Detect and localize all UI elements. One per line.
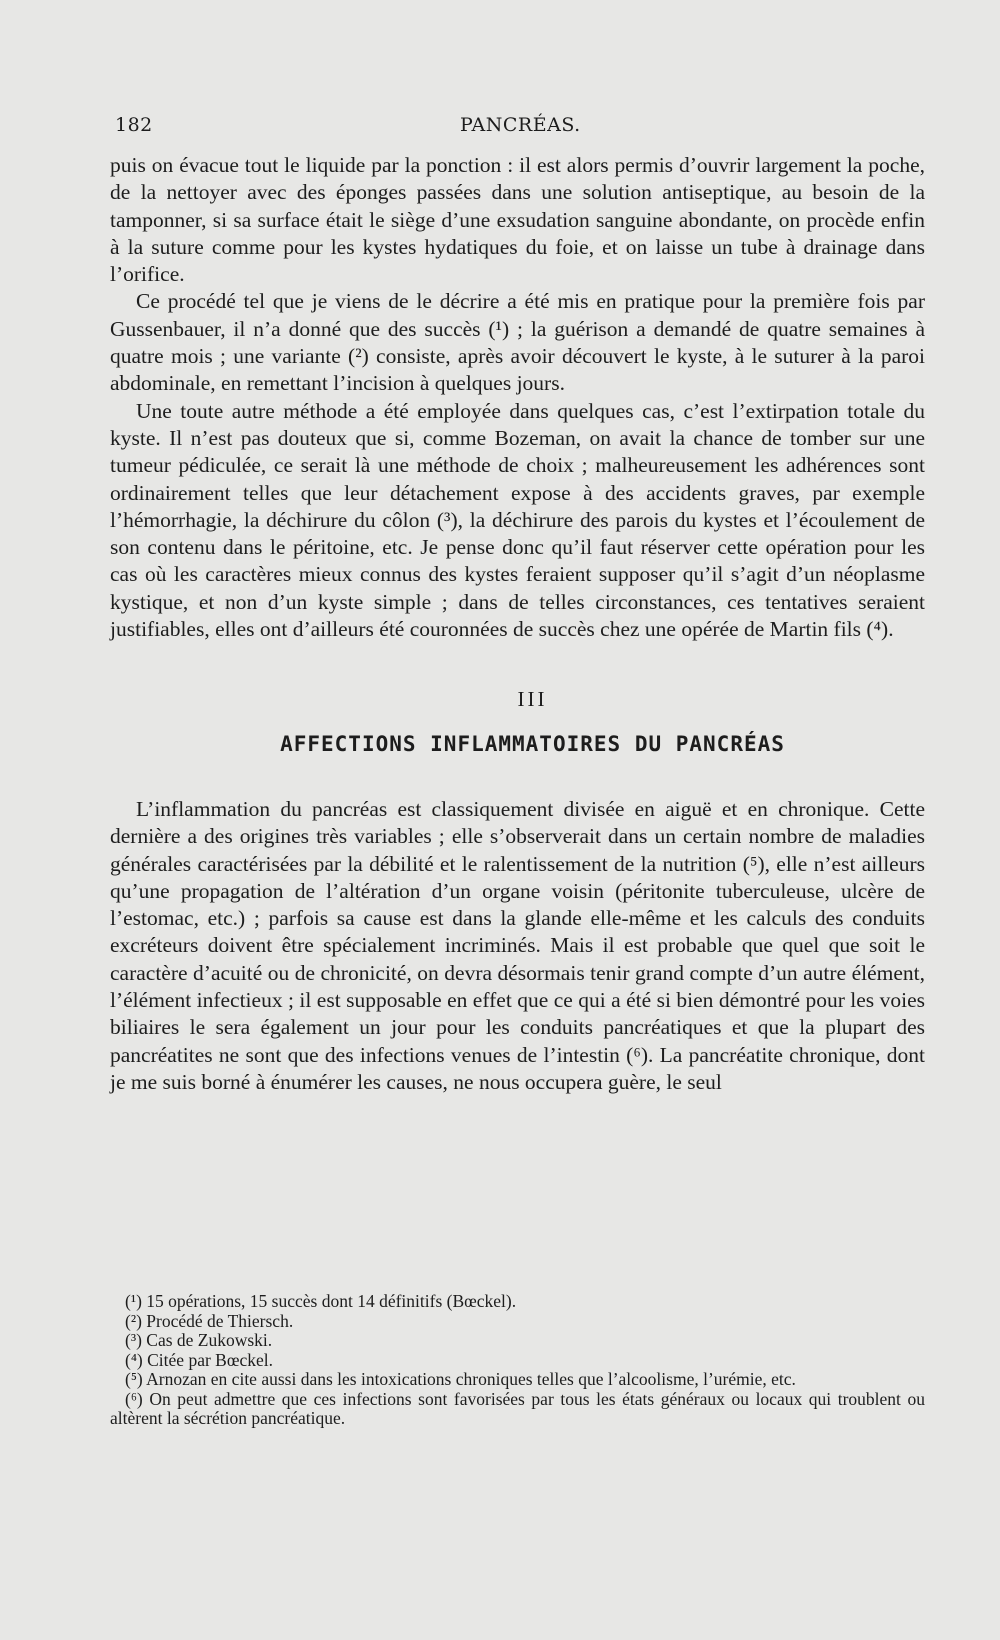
section-title: AFFECTIONS INFLAMMATOIRES DU PANCRÉAS <box>280 731 785 756</box>
footnote-1: (¹) 15 opérations, 15 succès dont 14 définitifs (Bœckel). <box>125 1291 517 1311</box>
footnote-6: (⁶) On peut admettre que ces infections sont favorisées par tous les états généraux ou locaux qui troublent ou altèrent la sécrétion pancréatique. <box>110 1388 925 1428</box>
paragraph-gussenbauer: Ce procédé tel que je viens de le décrire a été mis en pratique pour la première fois par Gussenbauer, il n’a donné que des succès (¹) ; la guérison a demandé de quatre semaines à quatre mois ; une variante (²) consiste, après avoir découvert le kyste, à le suturer à la paroi abdominale, en remettant l’incision à quelques jours. <box>110 289 925 396</box>
footnote-3: (³) Cas de Zukowski. <box>125 1330 273 1350</box>
section-number: III <box>517 687 548 712</box>
page-header <box>115 114 920 142</box>
running-title: PANCRÉAS. <box>460 114 581 136</box>
footnotes <box>110 1292 925 1429</box>
paragraph-inflammation: L’inflammation du pancréas est classiquement divisée en aiguë et en chronique. Cette dernière a des origines très variables ; elle s’observerait dans un certain nombre de maladies générales caractérisées par la débilité et le ralentissement de la nutrition (⁵), elle n’est ailleurs qu’une propagation de l’altération d’un organe voisin (péritonite tuberculeuse, ulcère de l’estomac, etc.) ; parfois sa cause est dans la glande elle-même et les calculs des conduits excréteurs doivent être spécialement incriminés. Mais il est probable que quel que soit le caractère d’acuité ou de chronicité, on devra désormais tenir grand compte d’un autre élément, l’élément infectieux ; il est supposable en effet que ce qui a été si bien démontré pour les voies biliaires le sera également un jour pour les conduits pancréatiques et que la plupart des pancréatites ne sont que des infections venues de l’intestin (⁶). La pancréatite chronique, dont je me suis borné à énumérer les causes, ne nous occupera guère, le seul <box>110 796 925 1094</box>
paragraph-extirpation: Une toute autre méthode a été employée dans quelques cas, c’est l’extirpation totale du kyste. Il n’est pas douteux que si, comme Bozeman, on avait la chance de tomber sur une tumeur pédiculée, ce serait là une méthode de choix ; malheureusement les adhérences sont ordinairement telles que leur détachement expose à des accidents graves, par exemple l’hémorrhagie, la déchirure du côlon (³), la déchirure des parois du kystes et l’écoulement de son contenu dans le péritoine, etc. Je pense donc qu’il faut réserver cette opération pour les cas où les caractères mieux connus des kystes feraient supposer qu’il s’agit d’un néoplasme kystique, et non d’un kyste simple ; dans de telles circonstances, ces tentatives seraient justifiables, elles ont d’ailleurs été couronnées de succès chez une opérée de Martin fils (⁴). <box>110 398 925 642</box>
page-number: 182 <box>115 114 153 136</box>
footnote-4: (⁴) Citée par Bœckel. <box>125 1349 273 1370</box>
body-text <box>110 152 925 1096</box>
footnote-2: (²) Procédé de Thiersch. <box>125 1310 294 1331</box>
footnote-5: (⁵) Arnozan en cite aussi dans les intoxications chroniques telles que l’alcoolisme, l’urémie, etc. <box>125 1369 796 1389</box>
paragraph-continued: puis on évacue tout le liquide par la ponction : il est alors permis d’ouvrir largement la poche, de la nettoyer avec des éponges passées dans une solution antiseptique, au besoin de la tamponner, si sa surface était le siège d’une exsudation sanguine abondante, on procède enfin à la suture comme pour les kystes hydatiques du foie, et on laisse un tube à drainage dans l’orifice. <box>110 153 925 287</box>
